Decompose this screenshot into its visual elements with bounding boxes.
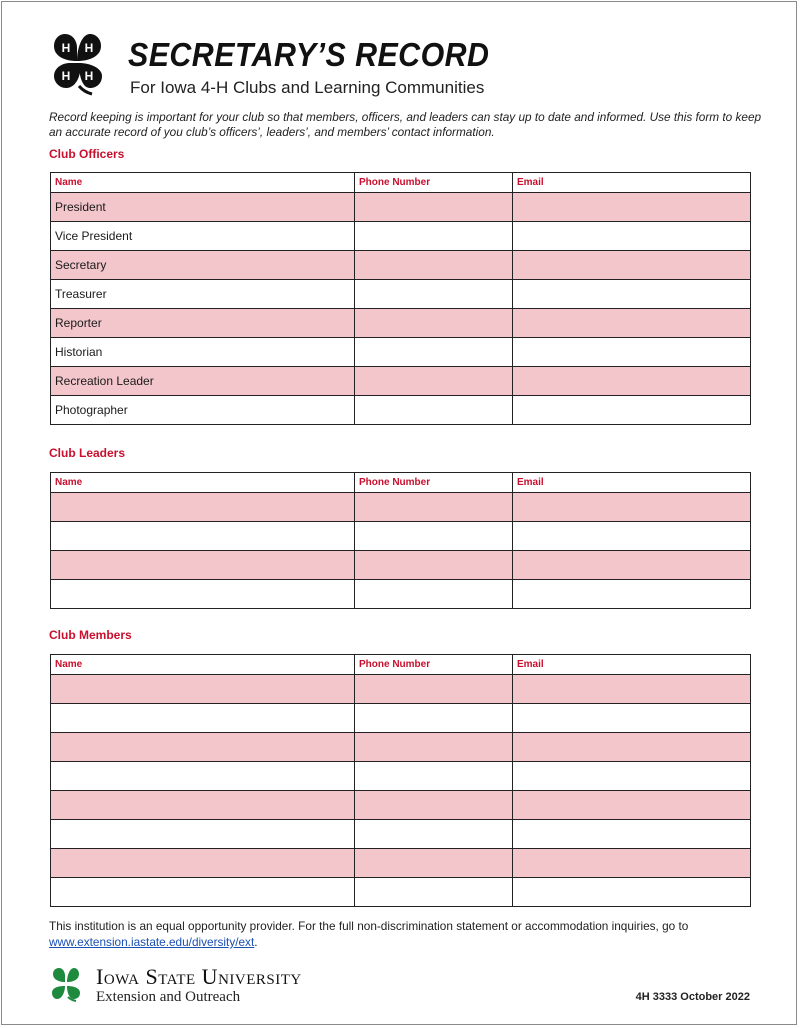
name-cell[interactable] [51,733,355,762]
phone-cell[interactable] [355,820,513,849]
email-cell[interactable] [513,367,751,396]
page-title: SECRETARY’S RECORD [128,36,490,73]
table-row [51,580,751,609]
column-header-phone: Phone Number [355,173,513,193]
svg-text:H: H [84,69,94,83]
name-cell[interactable] [51,820,355,849]
phone-cell[interactable] [355,733,513,762]
email-cell[interactable] [513,675,751,704]
email-cell[interactable] [513,193,751,222]
email-cell[interactable] [513,338,751,367]
table-row [51,338,751,367]
4h-clover-icon [44,30,110,96]
email-cell[interactable] [513,878,751,907]
email-cell[interactable] [513,522,751,551]
org-name [96,964,302,990]
table-row [51,222,751,251]
column-header-name: Name [51,473,355,493]
phone-cell[interactable] [355,580,513,609]
name-cell: President [51,193,355,222]
column-header-name: Name [51,655,355,675]
email-cell[interactable] [513,222,751,251]
phone-cell[interactable] [355,193,513,222]
email-cell[interactable] [513,849,751,878]
table-row [51,791,751,820]
name-cell: Recreation Leader [51,367,355,396]
name-cell: Photographer [51,396,355,425]
name-cell[interactable] [51,580,355,609]
table-header-row [51,173,751,193]
name-cell: Secretary [51,251,355,280]
leaders-table [50,472,751,609]
table-row [51,251,751,280]
page-subtitle: For Iowa 4-H Clubs and Learning Communities [130,78,485,97]
phone-cell[interactable] [355,522,513,551]
email-cell[interactable] [513,762,751,791]
officers-table [50,172,751,425]
name-cell[interactable] [51,522,355,551]
phone-cell[interactable] [355,309,513,338]
name-cell: Historian [51,338,355,367]
table-row [51,849,751,878]
email-cell[interactable] [513,704,751,733]
phone-cell[interactable] [355,396,513,425]
intro-text: Record keeping is important for your club so that members, officers, and leaders can stay up to date and informed. Use this form to keep an accurate record of you club’s officers’, leaders’, and members’ contact information. [49,110,762,139]
phone-cell[interactable] [355,849,513,878]
table-row [51,675,751,704]
members-section-title: Club Members [49,628,132,642]
table-row [51,704,751,733]
column-header-email: Email [513,173,751,193]
email-cell[interactable] [513,309,751,338]
phone-cell[interactable] [355,762,513,791]
phone-cell[interactable] [355,222,513,251]
email-cell[interactable] [513,551,751,580]
phone-cell[interactable] [355,367,513,396]
table-row [51,367,751,396]
name-cell[interactable] [51,675,355,704]
leaders-section-title: Club Leaders [49,446,126,460]
org-name-text: Iowa State University [96,964,302,989]
svg-text:H: H [61,41,71,55]
name-cell[interactable] [51,493,355,522]
column-header-phone: Phone Number [355,655,513,675]
diversity-link[interactable]: www.extension.iastate.edu/diversity/ext [49,935,255,949]
table-row [51,820,751,849]
phone-cell[interactable] [355,878,513,907]
table-row [51,878,751,907]
name-cell[interactable] [51,849,355,878]
email-cell[interactable] [513,493,751,522]
column-header-name: Name [51,173,355,193]
table-row [51,193,751,222]
email-cell[interactable] [513,251,751,280]
table-row [51,493,751,522]
officers-section-title: Club Officers [49,147,125,161]
table-row [51,733,751,762]
name-cell: Vice President [51,222,355,251]
table-row [51,309,751,338]
phone-cell[interactable] [355,280,513,309]
document-code: 4H 3333 October 2022 [635,991,750,1003]
green-clover-icon [48,966,84,1002]
phone-cell[interactable] [355,675,513,704]
column-header-phone: Phone Number [355,473,513,493]
email-cell[interactable] [513,280,751,309]
name-cell: Reporter [51,309,355,338]
table-row [51,522,751,551]
non-discrimination-note [49,918,749,950]
svg-text:H: H [61,69,71,83]
phone-cell[interactable] [355,791,513,820]
phone-cell[interactable] [355,551,513,580]
email-cell[interactable] [513,791,751,820]
email-cell[interactable] [513,396,751,425]
name-cell[interactable] [51,791,355,820]
name-cell: Treasurer [51,280,355,309]
phone-cell[interactable] [355,493,513,522]
email-cell[interactable] [513,733,751,762]
email-cell[interactable] [513,820,751,849]
note-end: . [254,935,258,949]
table-header-row [51,473,751,493]
svg-text:H: H [84,41,94,55]
phone-cell[interactable] [355,338,513,367]
name-cell[interactable] [51,704,355,733]
column-header-email: Email [513,655,751,675]
name-cell[interactable] [51,762,355,791]
note-text: This institution is an equal opportunity provider. For the full non-discrimination statement or accommodation inquiries, go to [49,919,689,933]
table-header-row [51,655,751,675]
phone-cell[interactable] [355,251,513,280]
org-subtitle: Extension and Outreach [96,989,241,1005]
members-table [50,654,751,907]
email-cell[interactable] [513,580,751,609]
name-cell[interactable] [51,878,355,907]
table-row [51,280,751,309]
table-row [51,396,751,425]
phone-cell[interactable] [355,704,513,733]
name-cell[interactable] [51,551,355,580]
column-header-email: Email [513,473,751,493]
table-row [51,762,751,791]
table-row [51,551,751,580]
